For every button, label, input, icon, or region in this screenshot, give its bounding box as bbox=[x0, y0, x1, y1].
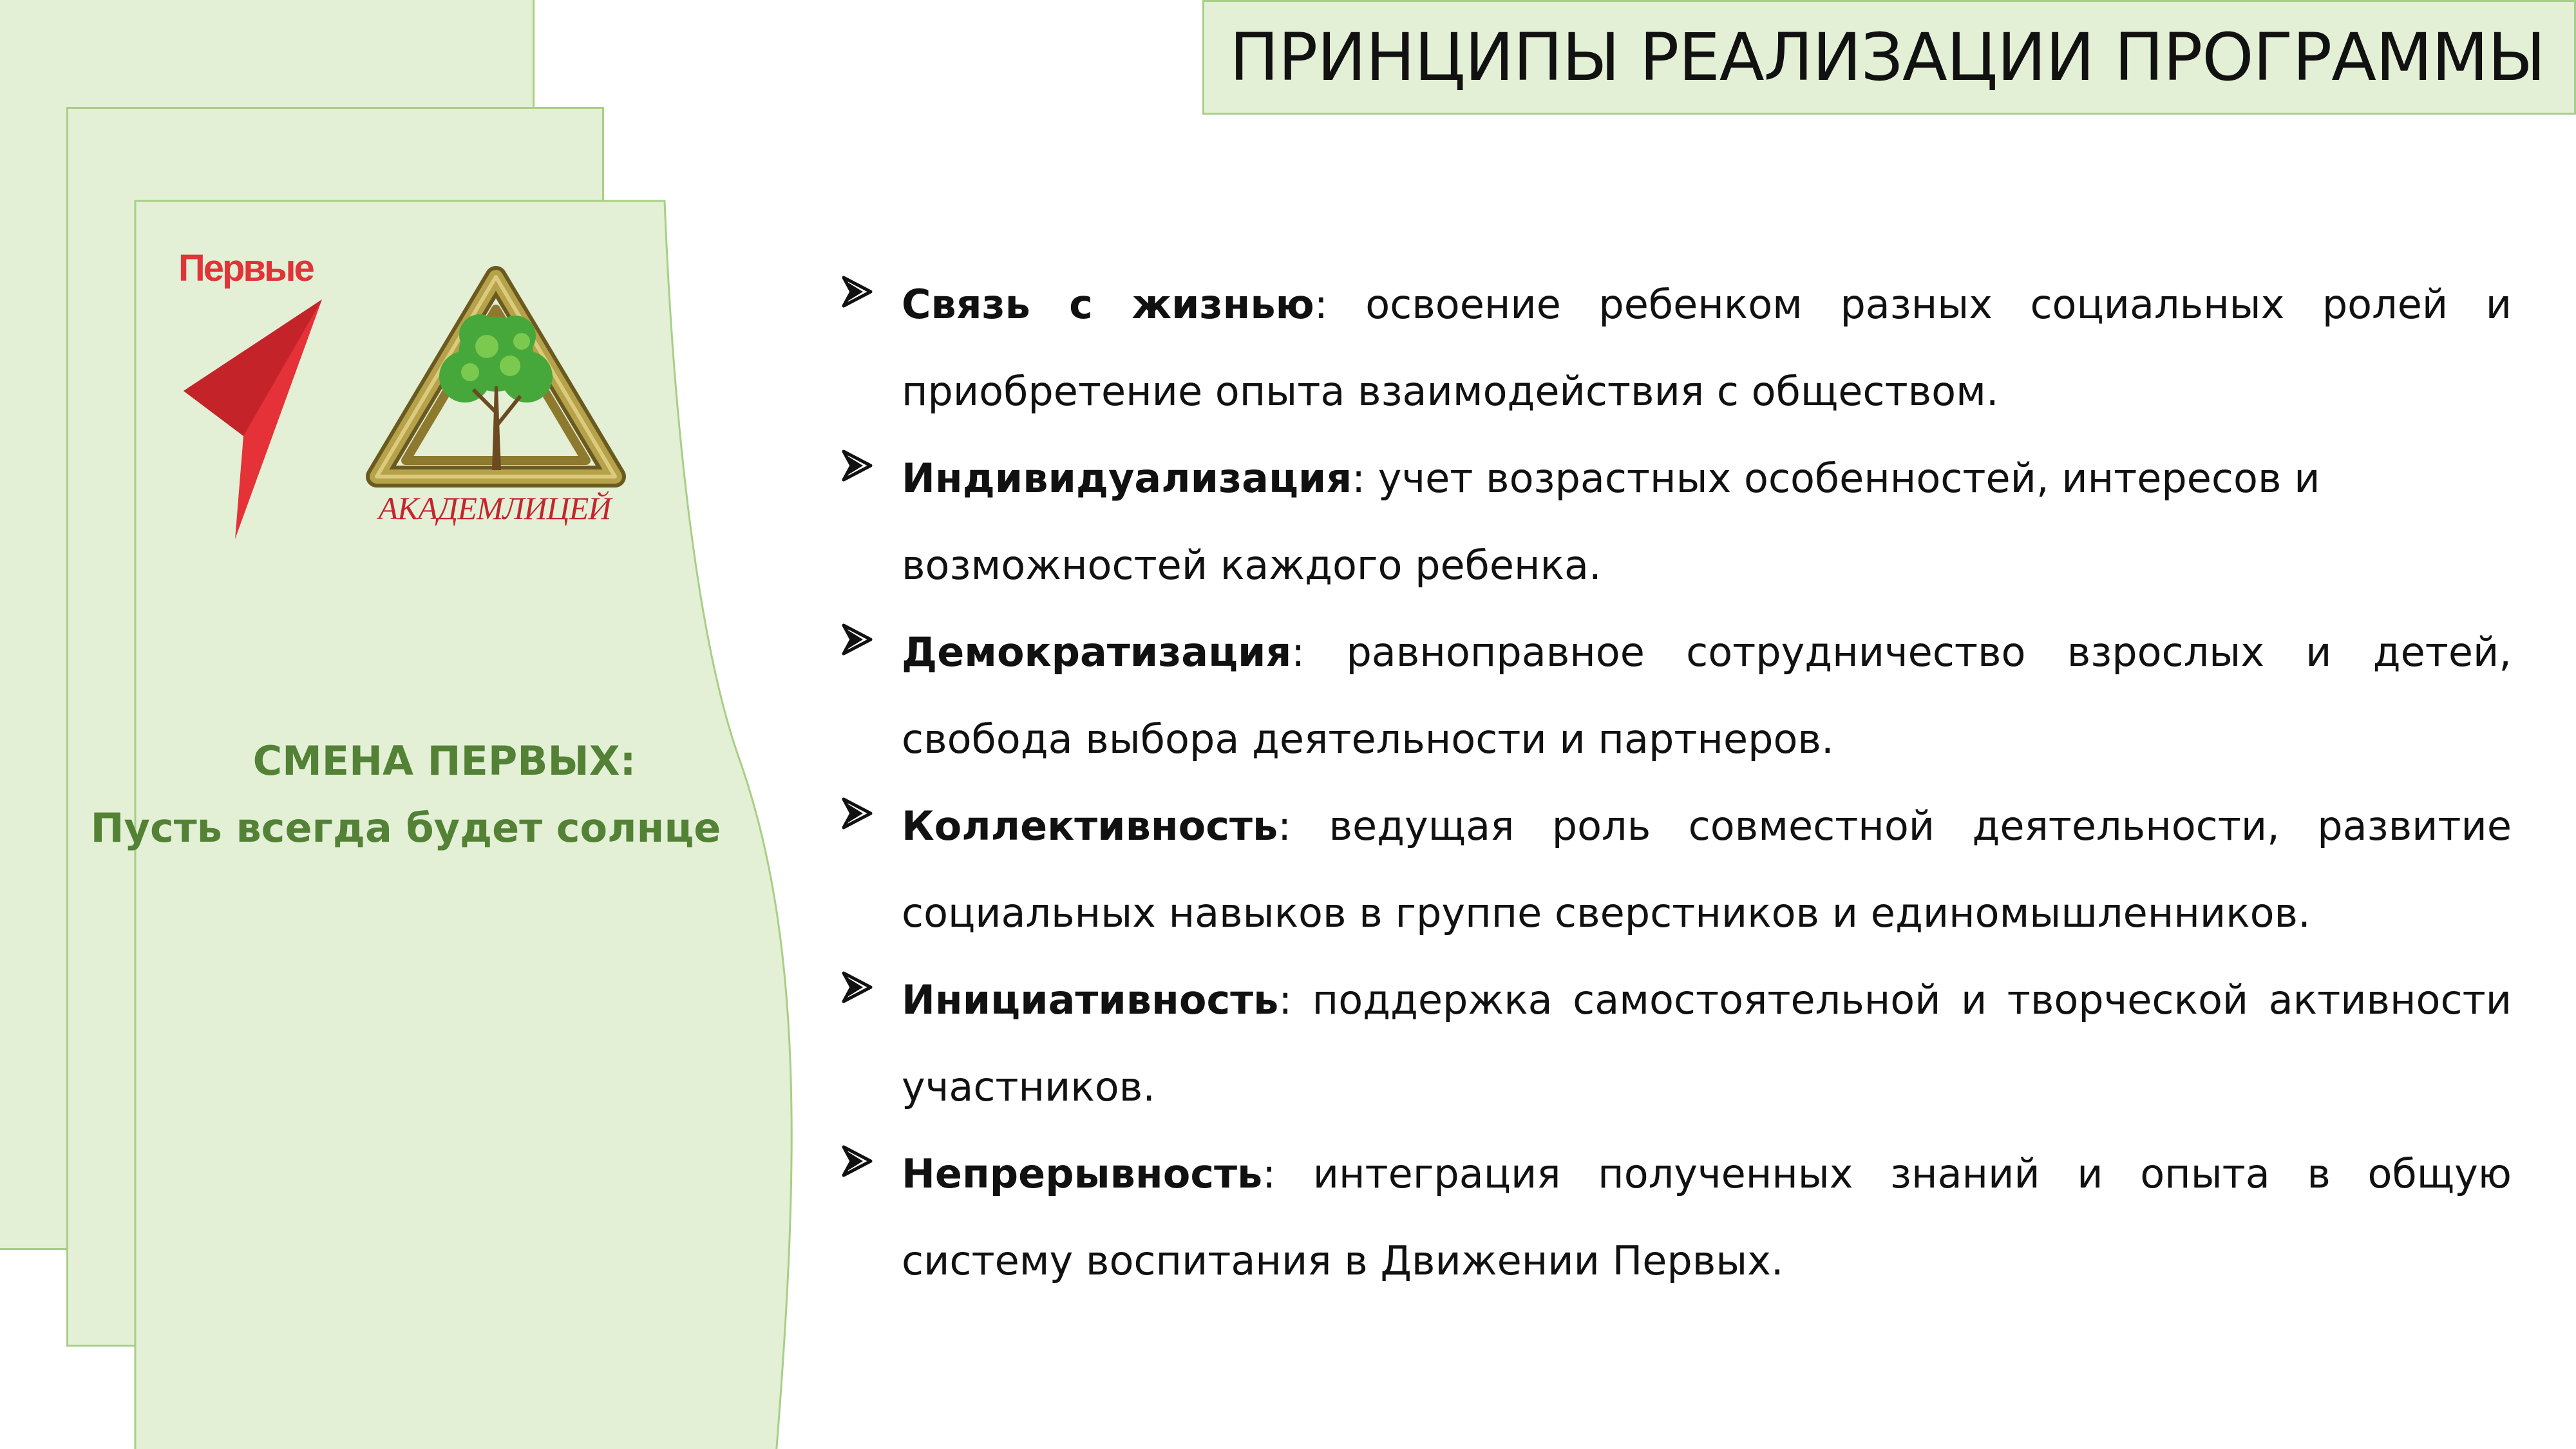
principle-text bbox=[902, 782, 2512, 956]
principle-description: : интеграция полученных знаний и опыта в общую систему воспитания в Движении Первых. bbox=[902, 1150, 2512, 1284]
principle-item bbox=[837, 782, 2512, 956]
principle-item bbox=[837, 261, 2512, 435]
principle-item bbox=[837, 435, 2512, 609]
principle-description: : освоение ребенком разных социальных ролей и приобретение опыта взаимодействия с обществом. bbox=[902, 281, 2512, 415]
principle-text bbox=[902, 261, 2512, 435]
camp-title: СМЕНА ПЕРВЫХ: bbox=[252, 737, 636, 784]
principle-description: : равноправное сотрудничество взрослых и детей, свобода выбора деятельности и партнеров. bbox=[902, 629, 2512, 762]
camp-subtitle: Пусть всегда будет солнце bbox=[90, 804, 721, 851]
arrowhead-bullet-icon bbox=[837, 272, 876, 311]
principle-text bbox=[902, 1130, 2512, 1304]
principle-term: Коллективность bbox=[902, 802, 1278, 849]
principle-text bbox=[902, 609, 2512, 782]
principle-term: Инициативность bbox=[902, 976, 1279, 1023]
principles-list bbox=[837, 261, 2512, 1304]
pervye-logo-text: Первые bbox=[178, 247, 313, 289]
principle-term: Непрерывность bbox=[902, 1150, 1263, 1197]
principle-term: Индивидуализация bbox=[902, 455, 1352, 502]
title-box bbox=[1202, 0, 2576, 115]
academlyceum-logo-text: АКАДЕМЛИЦЕЙ bbox=[378, 490, 611, 526]
arrowhead-bullet-icon bbox=[837, 620, 876, 659]
pervye-logo-icon bbox=[174, 248, 348, 551]
arrowhead-bullet-icon bbox=[837, 968, 876, 1007]
camp-heading bbox=[90, 728, 766, 862]
principle-description: : поддержка самостоятельной и творческой активности участников. bbox=[902, 976, 2512, 1110]
arrowhead-bullet-icon bbox=[837, 446, 876, 485]
arrowhead-bullet-icon bbox=[837, 794, 876, 833]
arrowhead-bullet-icon bbox=[837, 1142, 876, 1180]
principle-description: : ведущая роль совместной деятельности, развитие социальных навыков в группе сверстников и единомышленников. bbox=[902, 802, 2512, 936]
principle-item bbox=[837, 609, 2512, 782]
principle-text bbox=[902, 956, 2512, 1130]
principle-text bbox=[902, 435, 2512, 609]
principle-description: : учет возрастных особенностей, интересов и возможностей каждого ребенка. bbox=[902, 455, 2320, 589]
page-title: ПРИНЦИПЫ РЕАЛИЗАЦИИ ПРОГРАММЫ bbox=[1229, 19, 2545, 96]
principle-term: Связь с жизнью bbox=[902, 281, 1314, 328]
principle-item bbox=[837, 956, 2512, 1130]
principle-term: Демократизация bbox=[902, 629, 1292, 676]
principle-item bbox=[837, 1130, 2512, 1304]
